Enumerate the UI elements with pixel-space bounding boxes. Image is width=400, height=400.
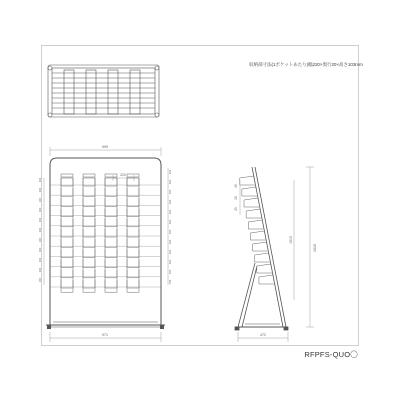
- pocket: [61, 239, 73, 247]
- side-pocket: [248, 220, 263, 229]
- front-view: [46, 158, 165, 329]
- pocket: [83, 239, 95, 247]
- side-pocket: [259, 275, 274, 284]
- front-foot: [160, 325, 164, 329]
- pocket: [127, 209, 139, 217]
- pocket: [105, 229, 117, 237]
- pocket: [127, 239, 139, 247]
- side-pocket: [242, 187, 257, 196]
- pocket: [127, 270, 139, 278]
- pocket-height-label-left: 100: [39, 197, 42, 203]
- pocket-height-label: 100: [169, 269, 172, 275]
- pocket: [105, 219, 117, 227]
- side-pocket: [257, 264, 272, 273]
- front-crossbars: [50, 185, 161, 287]
- dim-top-1: 45: [234, 184, 238, 188]
- pocket: [83, 249, 95, 257]
- top-view-pocket: [130, 70, 140, 114]
- pocket: [127, 229, 139, 237]
- pocket: [127, 198, 139, 206]
- side-dimensions: [238, 167, 314, 342]
- top-view-pocket: [108, 70, 118, 114]
- pocket-height-label-left: 100: [39, 217, 42, 223]
- pocket: [105, 260, 117, 268]
- pocket: [61, 270, 73, 278]
- side-foot: [284, 327, 288, 330]
- top-view-inner: [52, 68, 155, 114]
- pocket: [83, 219, 95, 227]
- pocket: [127, 249, 139, 257]
- pocket-height-label-left: 100: [39, 207, 42, 213]
- side-front-leg-inner: [255, 167, 286, 327]
- pocket-height-label: 100: [169, 229, 172, 235]
- top-view-pocket: [86, 70, 96, 114]
- pocket: [105, 209, 117, 217]
- pocket: [61, 229, 73, 237]
- pocket-top-cap: [61, 174, 73, 177]
- pocket: [127, 260, 139, 268]
- side-foot: [235, 327, 239, 330]
- pocket-height-label: 140: [169, 279, 172, 285]
- pocket-top-cap: [83, 174, 95, 177]
- pocket: [105, 249, 117, 257]
- side-pocket: [255, 253, 270, 262]
- pocket: [127, 188, 139, 196]
- pocket-height-label-left: 100: [39, 267, 42, 273]
- front-pockets: [61, 174, 139, 292]
- pocket: [105, 198, 117, 206]
- pocket: [83, 260, 95, 268]
- dim-pocket-height: 1515: [289, 236, 293, 244]
- pocket: [61, 249, 73, 257]
- pocket-height-label-left: 103: [39, 177, 42, 183]
- pocket: [105, 270, 117, 278]
- pocket-top-cap: [105, 174, 117, 177]
- pocket: [83, 280, 95, 288]
- side-pocket: [250, 231, 265, 240]
- side-back-leg: [238, 263, 255, 327]
- pocket: [83, 270, 95, 278]
- top-view: [48, 65, 159, 117]
- pocket-height-label: 100: [169, 249, 172, 255]
- side-pocket: [253, 242, 268, 251]
- pocket: [61, 178, 73, 186]
- pocket: [105, 280, 117, 288]
- dim-height: 1515: [313, 244, 317, 252]
- pocket-height-label-left: 100: [39, 187, 42, 193]
- pocket: [105, 239, 117, 247]
- pocket: [127, 178, 139, 186]
- pocket: [61, 188, 73, 196]
- top-view-pocket: [64, 70, 74, 114]
- pocket: [127, 219, 139, 227]
- side-pocket: [240, 176, 255, 185]
- pocket: [127, 280, 139, 288]
- top-view-caster: [48, 113, 52, 117]
- dim-bottom-width: 971: [102, 333, 108, 337]
- dim-pocket-pitch: 220: [120, 173, 126, 177]
- model-code: RFPFS-QUO〇: [304, 350, 358, 359]
- pocket: [105, 178, 117, 186]
- front-frame: [50, 158, 161, 325]
- pocket-height-label: 100: [169, 219, 172, 225]
- top-view-caster: [48, 66, 52, 70]
- pocket-height-label-left: 100: [39, 257, 42, 263]
- pocket-height-label-left: 100: [39, 237, 42, 243]
- pocket-height-label-left: 100: [39, 247, 42, 253]
- pocket: [61, 219, 73, 227]
- dim-top-3: 29: [234, 207, 238, 211]
- side-pocket: [246, 209, 261, 218]
- pocket-height-label: 100: [169, 259, 172, 265]
- front-foot: [47, 325, 51, 329]
- top-view-caster: [155, 113, 159, 117]
- pocket: [61, 260, 73, 268]
- top-view-caster: [155, 66, 159, 70]
- dim-depth: 472: [260, 333, 266, 337]
- pocket-height-label-left: 100: [39, 277, 42, 283]
- pocket: [83, 229, 95, 237]
- side-pocket: [244, 198, 259, 207]
- dim-top-width: 999: [102, 145, 108, 149]
- pocket: [83, 188, 95, 196]
- pocket-height-label: 100: [169, 199, 172, 205]
- pocket: [83, 198, 95, 206]
- pocket-height-label: 100: [169, 189, 172, 195]
- pocket-height-label-left: 100: [39, 227, 42, 233]
- side-front-leg: [252, 167, 283, 327]
- front-dimensions: [44, 147, 168, 342]
- dim-top-2: 20: [234, 196, 238, 200]
- pocket: [61, 209, 73, 217]
- pocket-height-label: 103: [169, 169, 172, 175]
- pocket: [61, 280, 73, 288]
- pocket: [83, 178, 95, 186]
- pocket-top-cap: [127, 174, 139, 177]
- pocket: [105, 188, 117, 196]
- side-back-leg-inner: [242, 266, 257, 327]
- pocket-height-label: 100: [169, 179, 172, 185]
- side-view: [235, 167, 288, 330]
- pocket-height-label: 100: [169, 239, 172, 245]
- pocket: [61, 198, 73, 206]
- pocket: [83, 209, 95, 217]
- pocket-height-label: 100: [169, 209, 172, 215]
- pocket-size-note: 収納部寸法(1ポケットあたり)幅220×奥行20×高さ103mm: [249, 62, 363, 67]
